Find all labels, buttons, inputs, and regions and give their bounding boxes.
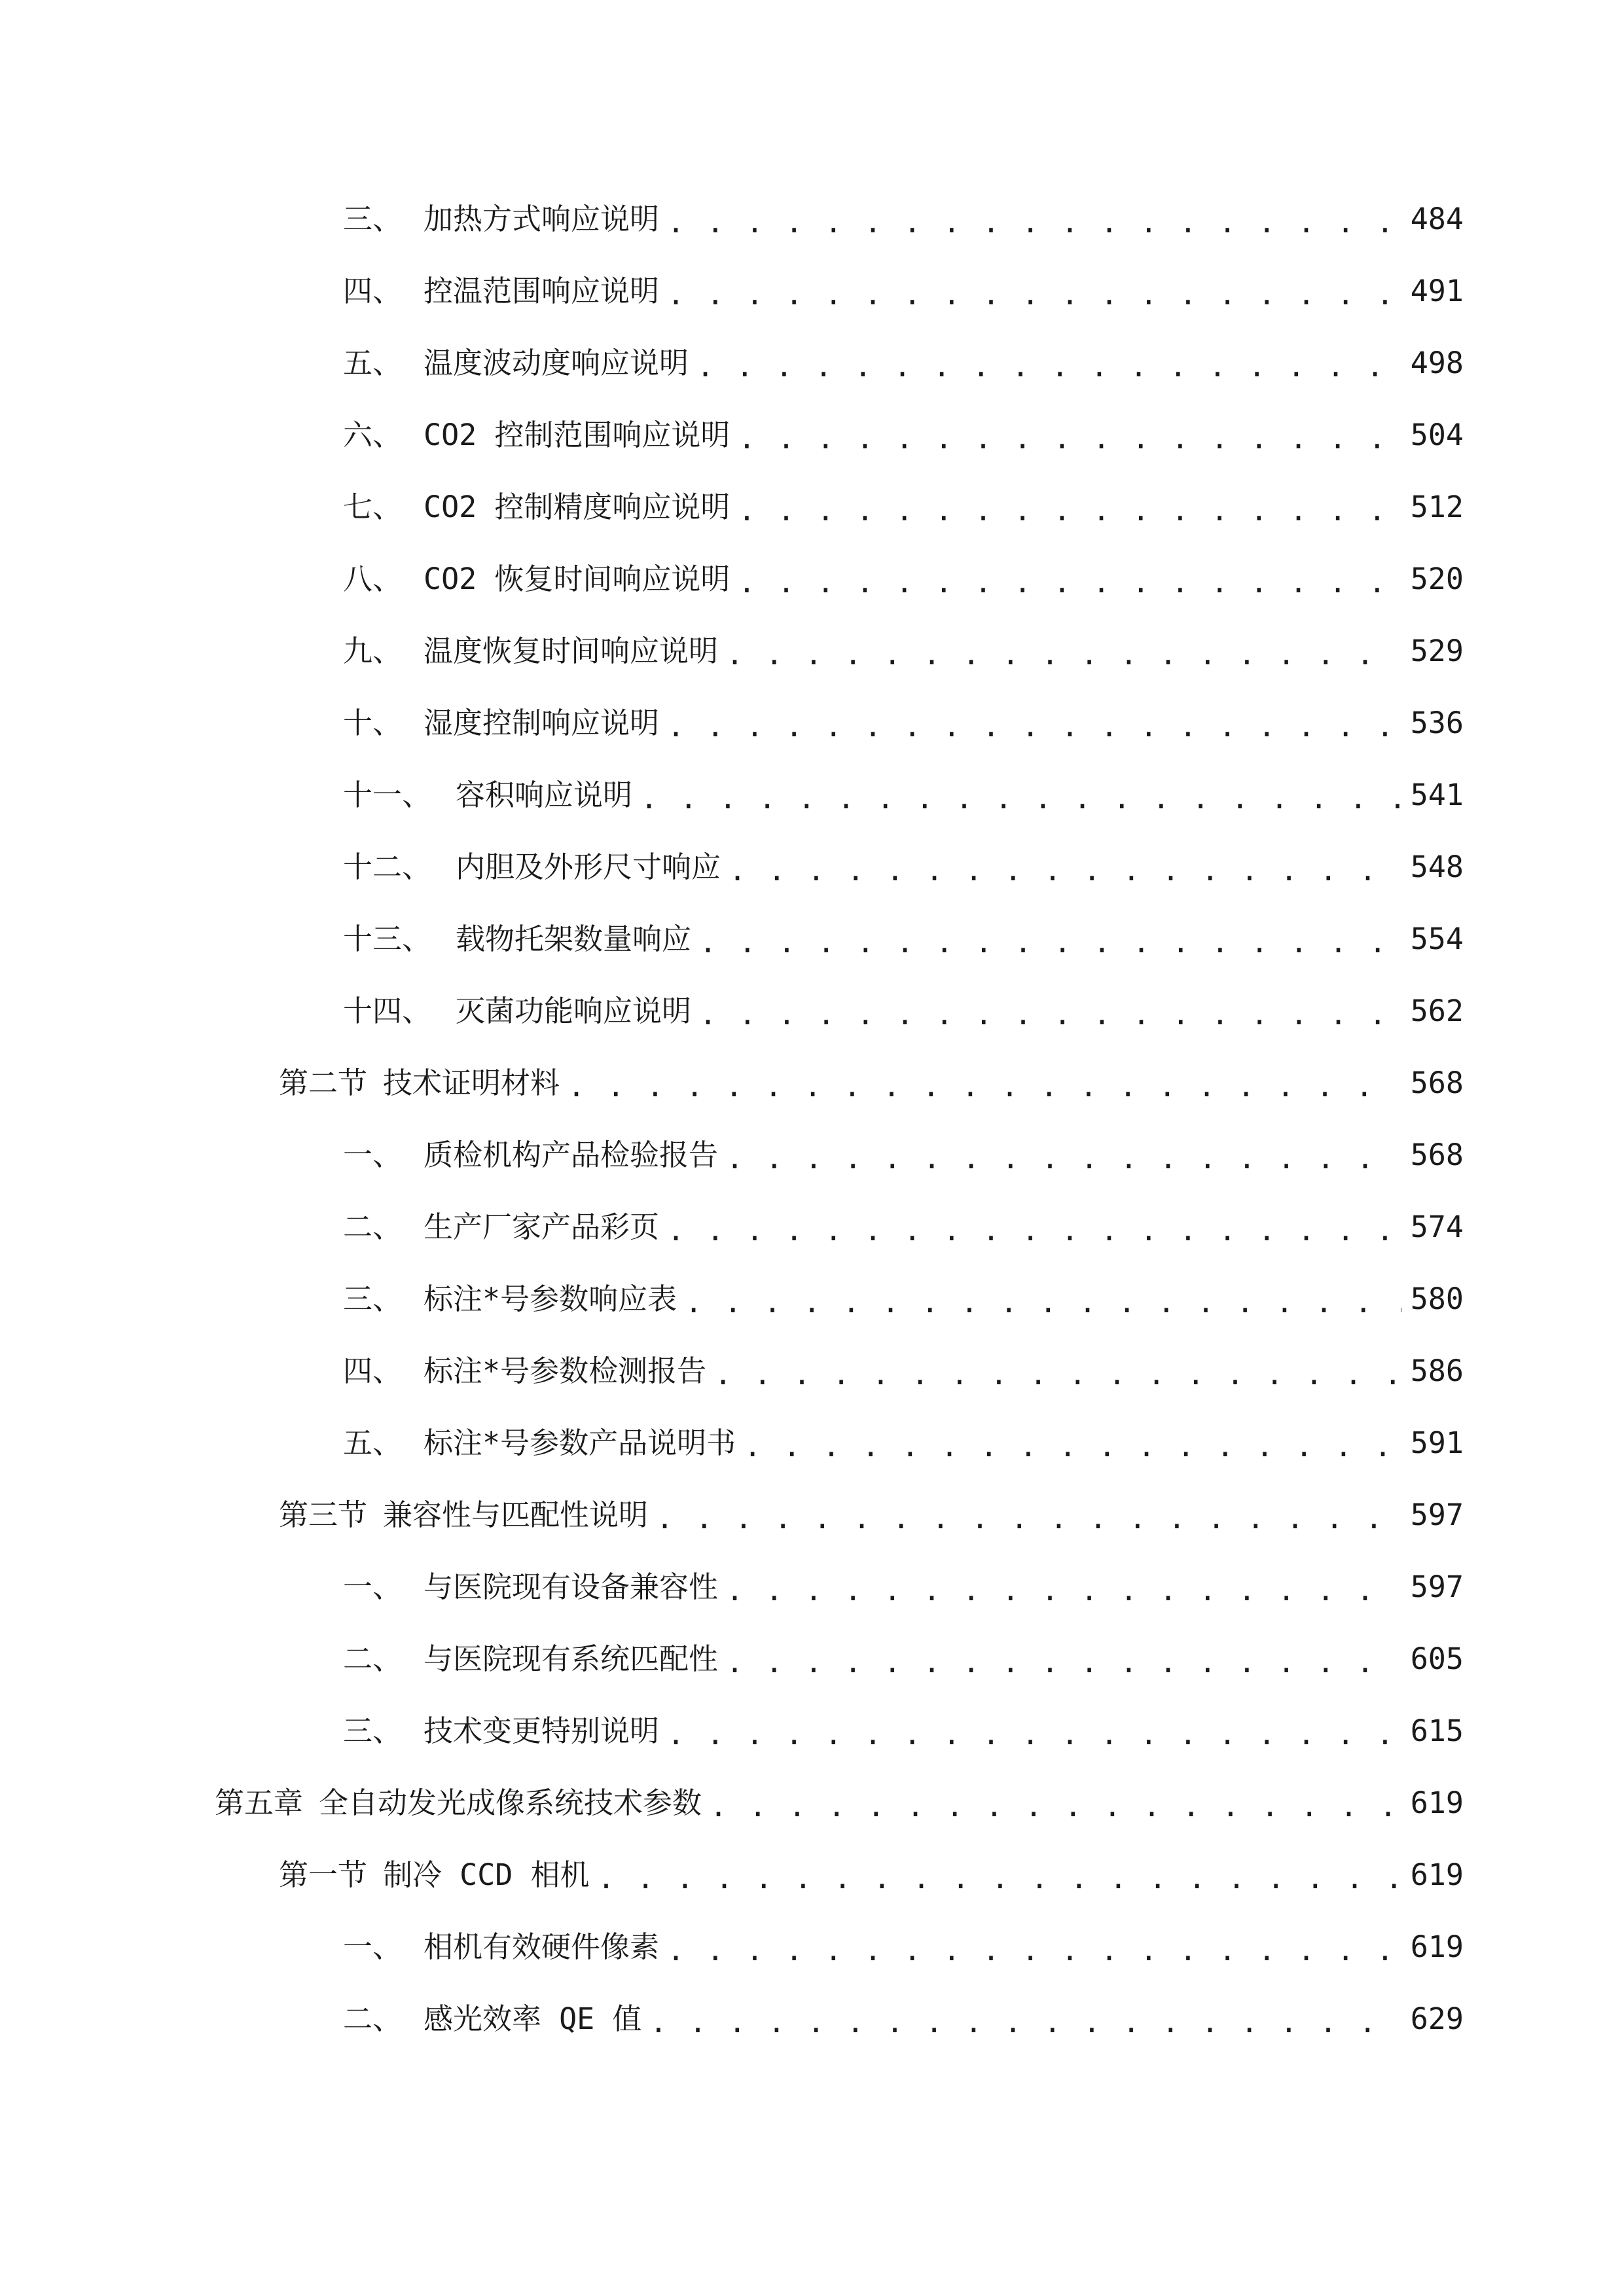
toc-entry-page: 512 <box>1410 490 1464 524</box>
toc-entry-title: 标注*号参数响应表 <box>424 1282 677 1316</box>
toc-leader-dots <box>667 1918 1401 1977</box>
toc-leader-dots <box>696 334 1401 393</box>
toc-entry-title: 灭菌功能响应说明 <box>456 994 692 1028</box>
toc-entry-page: 568 <box>1410 1138 1464 1172</box>
toc-entry-page: 520 <box>1410 562 1464 596</box>
toc-entry-page: 554 <box>1410 922 1464 956</box>
toc-leader-dots <box>656 1486 1401 1545</box>
toc-entry-page: 619 <box>1410 1929 1464 1964</box>
toc-entry-number: 四、 <box>343 1354 403 1388</box>
toc-leader-dots <box>667 190 1401 249</box>
toc-entry[interactable] <box>343 838 1464 897</box>
toc-entry-page: 548 <box>1410 850 1464 884</box>
toc-entry-page: 574 <box>1410 1210 1464 1244</box>
toc-entry-title: 与医院现有系统匹配性 <box>424 1641 719 1676</box>
toc-leader-dots <box>685 1270 1401 1329</box>
toc-entry-number: 二、 <box>343 1641 403 1676</box>
toc-entry-page: 619 <box>1410 1785 1464 1820</box>
toc-entry-title: 与医院现有设备兼容性 <box>424 1570 719 1604</box>
toc-entry-title: 标注*号参数产品说明书 <box>424 1426 736 1460</box>
toc-entry[interactable] <box>343 406 1464 465</box>
toc-entry-title: 技术变更特别说明 <box>424 1713 660 1748</box>
toc-entry-page: 504 <box>1410 418 1464 452</box>
toc-leader-dots <box>667 262 1401 321</box>
toc-entry[interactable] <box>343 1630 1464 1689</box>
toc-entry-page: 597 <box>1410 1570 1464 1604</box>
toc-entry-title: 相机有效硬件像素 <box>424 1929 660 1964</box>
toc-entry-number: 十、 <box>343 706 403 740</box>
toc-entry-title: 加热方式响应说明 <box>424 202 660 236</box>
toc-leader-dots <box>699 982 1401 1041</box>
toc-entry[interactable] <box>343 982 1464 1041</box>
toc-entry-number: 第一节 <box>279 1857 368 1892</box>
toc-entry-title: 温度恢复时间响应说明 <box>424 634 719 668</box>
toc-entry-title: 载物托架数量响应 <box>456 922 692 956</box>
toc-leader-dots <box>744 1414 1401 1473</box>
toc-entry-title: CO2 控制精度响应说明 <box>424 490 731 524</box>
toc-entry-page: 619 <box>1410 1857 1464 1892</box>
toc-entry-number: 九、 <box>343 634 403 668</box>
toc-entry-number: 五、 <box>343 1426 403 1460</box>
toc-entry[interactable] <box>343 1558 1464 1617</box>
toc-leader-dots <box>726 622 1401 681</box>
toc-entry-page: 541 <box>1410 778 1464 812</box>
toc-entry-number: 十二、 <box>343 850 432 884</box>
toc-leader-dots <box>699 910 1401 969</box>
toc-entry-number: 六、 <box>343 418 403 452</box>
toc-entry-page: 498 <box>1410 346 1464 380</box>
toc-entry-number: 十一、 <box>343 778 432 812</box>
toc-entry-page: 562 <box>1410 994 1464 1028</box>
toc-entry-number: 十四、 <box>343 994 432 1028</box>
toc-entry[interactable] <box>343 1702 1464 1761</box>
toc-entry-number: 第三节 <box>279 1498 368 1532</box>
toc-entry-title: CO2 控制范围响应说明 <box>424 418 731 452</box>
toc-leader-dots <box>729 838 1401 897</box>
toc-entry-page: 484 <box>1410 202 1464 236</box>
toc-leader-dots <box>726 1630 1401 1689</box>
toc-entry-number: 四、 <box>343 274 403 308</box>
toc-leader-dots <box>568 1054 1401 1113</box>
toc-entry-page: 591 <box>1410 1426 1464 1460</box>
toc-entry[interactable] <box>343 262 1464 321</box>
toc-entry-title: 制冷 CCD 相机 <box>383 1857 590 1892</box>
toc-leader-dots <box>667 1702 1401 1761</box>
toc-entry-page: 586 <box>1410 1354 1464 1388</box>
toc-leader-dots <box>738 550 1401 609</box>
toc-entry[interactable] <box>343 1918 1464 1977</box>
toc-entry-title: 控温范围响应说明 <box>424 274 660 308</box>
toc-entry-title: 兼容性与匹配性说明 <box>383 1498 649 1532</box>
toc-entry-page: 615 <box>1410 1713 1464 1748</box>
toc-entry-page: 536 <box>1410 706 1464 740</box>
toc-leader-dots <box>726 1558 1401 1617</box>
toc-entry[interactable] <box>343 1270 1464 1329</box>
toc-entry-title: 生产厂家产品彩页 <box>424 1210 660 1244</box>
toc-entry-number: 五、 <box>343 346 403 380</box>
toc-leader-dots <box>710 1774 1401 1833</box>
toc-leader-dots <box>667 1198 1401 1257</box>
toc-entry-page: 568 <box>1410 1066 1464 1100</box>
toc-chapter-entry[interactable] <box>215 1774 1464 1833</box>
toc-entry-number: 第二节 <box>279 1066 368 1100</box>
toc-entry-number: 第五章 <box>215 1785 304 1820</box>
toc-entry-title: 全自动发光成像系统技术参数 <box>319 1785 702 1820</box>
toc-entry[interactable] <box>343 1198 1464 1257</box>
toc-entry-number: 一、 <box>343 1570 403 1604</box>
toc-entry[interactable] <box>343 910 1464 969</box>
toc-entry-number: 二、 <box>343 2001 403 2036</box>
toc-section-entry[interactable] <box>279 1846 1464 1905</box>
toc-leader-dots <box>738 406 1401 465</box>
toc-leader-dots <box>649 1990 1401 2049</box>
toc-entry[interactable] <box>343 622 1464 681</box>
toc-entry-title: 标注*号参数检测报告 <box>424 1354 707 1388</box>
toc-entry[interactable] <box>343 766 1464 825</box>
toc-entry-number: 二、 <box>343 1210 403 1244</box>
toc-entry-page: 597 <box>1410 1498 1464 1532</box>
toc-entry-title: 技术证明材料 <box>383 1066 560 1100</box>
toc-leader-dots <box>738 478 1401 537</box>
toc-entry[interactable] <box>343 694 1464 753</box>
toc-entry-page: 529 <box>1410 634 1464 668</box>
toc-entry-title: 湿度控制响应说明 <box>424 706 660 740</box>
toc-entry-number: 一、 <box>343 1929 403 1964</box>
toc-entry[interactable] <box>343 334 1464 393</box>
toc-leader-dots <box>597 1846 1401 1905</box>
toc-entry-page: 491 <box>1410 274 1464 308</box>
toc-leader-dots <box>726 1126 1401 1185</box>
toc-section-entry[interactable] <box>279 1486 1464 1545</box>
toc-entry[interactable] <box>343 478 1464 537</box>
toc-entry-number: 三、 <box>343 1713 403 1748</box>
toc-entry-title: 温度波动度响应说明 <box>424 346 689 380</box>
toc-leader-dots <box>640 766 1401 825</box>
toc-entry-title: 容积响应说明 <box>456 778 633 812</box>
toc-entry-title: CO2 恢复时间响应说明 <box>424 562 731 596</box>
toc-section-entry[interactable] <box>279 1054 1464 1113</box>
toc-entry-title: 质检机构产品检验报告 <box>424 1138 719 1172</box>
toc-entry-number: 三、 <box>343 202 403 236</box>
toc-entry[interactable] <box>343 550 1464 609</box>
toc-leader-dots <box>667 694 1401 753</box>
toc-entry-number: 三、 <box>343 1282 403 1316</box>
toc-entry[interactable] <box>343 1342 1464 1401</box>
toc-entry-title: 感光效率 QE 值 <box>424 2001 642 2036</box>
toc-entry-page: 605 <box>1410 1641 1464 1676</box>
toc-entry-page: 580 <box>1410 1282 1464 1316</box>
toc-entry-number: 十三、 <box>343 922 432 956</box>
toc-leader-dots <box>714 1342 1401 1401</box>
toc-entry-title: 内胆及外形尺寸响应 <box>456 850 721 884</box>
toc-entry-number: 七、 <box>343 490 403 524</box>
toc-entry[interactable] <box>343 1990 1464 2049</box>
toc-entry[interactable] <box>343 190 1464 249</box>
toc-entry[interactable] <box>343 1126 1464 1185</box>
toc-entry-number: 一、 <box>343 1138 403 1172</box>
toc-entry-number: 八、 <box>343 562 403 596</box>
toc-entry[interactable] <box>343 1414 1464 1473</box>
toc-entry-page: 629 <box>1410 2001 1464 2036</box>
